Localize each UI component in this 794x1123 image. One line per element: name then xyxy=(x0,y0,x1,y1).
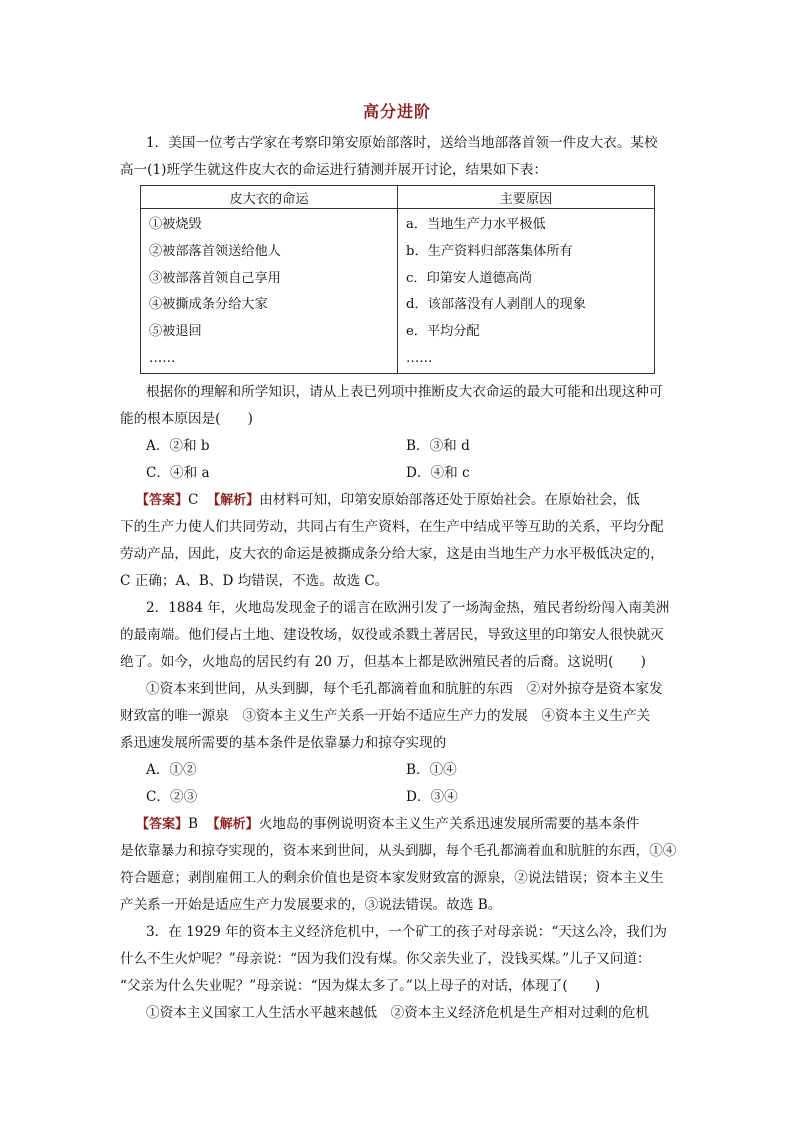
q3-items-line-1: ①资本主义国家工人生活水平越来越低 ②资本主义经济危机是生产相对过剩的危机 xyxy=(146,1005,649,1021)
table-fate-item: ②被部落首领送给他人 xyxy=(149,243,281,259)
q2-analysis-line-4: 产关系一开始是适应生产力发展要求的，③说法错误。故选 B。 xyxy=(120,897,502,913)
table-reason-item: c．印第安人道德高尚 xyxy=(406,270,533,286)
answer-tag: 【答案】 xyxy=(136,817,189,832)
q2-stem-line-3: 绝了。如今，火地岛的居民约有 20 万，但基本上都是欧洲殖民者的后裔。这说明( ) xyxy=(120,654,646,670)
table-fate-column xyxy=(141,209,398,374)
q2-option-b: B．①④ xyxy=(406,762,457,778)
table-header-fate: 皮大衣的命运 xyxy=(141,186,398,209)
q3-stem-line-1: 3．在 1929 年的资本主义经济危机中，一个矿工的孩子对母亲说：“天这么冷，我们为 xyxy=(146,924,668,940)
q1-stem-line-1: 1．美国一位考古学家在考察印第安原始部落时，送给当地部落首领一件皮大衣。某校 xyxy=(146,135,658,151)
q2-analysis-line-2: 是依靠暴力和掠夺实现的，资本来到世间，从头到脚，每个毛孔都滴着血和肮脏的东西，①④ xyxy=(120,843,677,859)
q2-items-line-3: 系迅速发展所需要的基本条件是依靠暴力和掠夺实现的 xyxy=(120,735,447,751)
table-fate-item: ⑤被退回 xyxy=(149,324,202,340)
q2-option-a: A．①② xyxy=(146,762,197,778)
q1-analysis-line-3: 劳动产品，因此，皮大衣的命运是被撕成条分给大家，这是由当地生产力水平极低决定的， xyxy=(120,546,664,562)
table-reason-item: b．生产资料归部落集体所有 xyxy=(406,243,573,259)
q2-analysis-line-3: 符合题意；剥削雇佣工人的剩余价值也是资本家发财致富的源泉，②说法错误；资本主义生 xyxy=(120,870,664,886)
q1-option-b: B．③和 d xyxy=(406,438,470,454)
q2-answer: B xyxy=(188,816,199,832)
q1-prompt-line-1: 根据你的理解和所学知识，请从上表已列项中推断皮大衣命运的最大可能和出现这种可 xyxy=(146,384,663,400)
q1-answer-line xyxy=(136,488,640,508)
q1-prompt-line-2: 能的根本原因是( ) xyxy=(120,411,253,427)
table-header-reason: 主要原因 xyxy=(398,186,655,209)
q3-stem-line-2: 什么不生火炉呢？”母亲说：“因为我们没有煤。你父亲失业了，没钱买煤。”儿子又问道： xyxy=(120,951,651,967)
q1-analysis-line-4: C 正确；A、B、D 均错误，不选。故选 C。 xyxy=(120,573,389,589)
page-title: 高分进阶 xyxy=(362,102,431,121)
q2-items-line-2: 财致富的唯一源泉 ③资本主义生产关系一开始不适应生产力的发展 ④资本主义生产关 xyxy=(120,708,651,724)
q2-items-line-1: ①资本来到世间，从头到脚，每个毛孔都滴着血和肮脏的东西 ②对外掠夺是资本家发 xyxy=(146,681,663,697)
table-reason-item: e．平均分配 xyxy=(406,324,480,340)
q2-stem-line-2: 的最南端。他们侵占土地、建设牧场，奴役或杀戮土著居民，导致这里的印第安人很快就灭 xyxy=(120,627,664,643)
table-reason-column xyxy=(398,209,655,374)
analysis-tag: 【解析】 xyxy=(207,493,260,508)
q2-analysis-line-1: 火地岛的事例说明资本主义生产关系迅速发展所需要的基本条件 xyxy=(258,816,640,832)
q2-answer-line xyxy=(136,812,639,832)
table-reason-item: …… xyxy=(406,350,433,366)
fur-coat-table xyxy=(140,185,655,374)
q1-option-c: C．④和 a xyxy=(146,465,210,481)
answer-tag: 【答案】 xyxy=(136,493,189,508)
q2-option-d: D．③④ xyxy=(406,789,458,805)
table-fate-item: ③被部落首领自己享用 xyxy=(149,270,281,286)
q1-answer: C xyxy=(188,492,199,508)
q2-stem-line-1: 2．1884 年，火地岛发现金子的谣言在欧洲引发了一场淘金热，殖民者纷纷闯入南美洲 xyxy=(146,600,670,616)
table-reason-item: a．当地生产力水平极低 xyxy=(406,217,546,232)
table-fate-item: ④被撕成条分给大家 xyxy=(149,297,268,313)
q1-option-a: A．②和 b xyxy=(146,438,210,454)
table-fate-item: ①被烧毁 xyxy=(149,217,202,232)
analysis-tag: 【解析】 xyxy=(206,817,259,832)
table-fate-item: …… xyxy=(149,350,176,366)
q3-stem-line-3: “父亲为什么失业呢？”母亲说：“因为煤太多了。”以上母子的对话，体现了( ) xyxy=(120,978,601,994)
table-reason-item: d．该部落没有人剥削人的现象 xyxy=(406,297,586,313)
q1-option-d: D．④和 c xyxy=(406,465,470,481)
q1-analysis-line-1: 由材料可知，印第安原始部落还处于原始社会。在原始社会，低 xyxy=(259,492,640,508)
q1-stem-line-2: 高一(1)班学生就这件皮大衣的命运进行猜测并展开讨论，结果如下表： xyxy=(120,162,548,178)
q2-option-c: C．②③ xyxy=(146,789,198,805)
q1-analysis-line-2: 下的生产力使人们共同劳动，共同占有生产资料，在生产中结成平等互助的关系，平均分配 xyxy=(120,519,664,535)
